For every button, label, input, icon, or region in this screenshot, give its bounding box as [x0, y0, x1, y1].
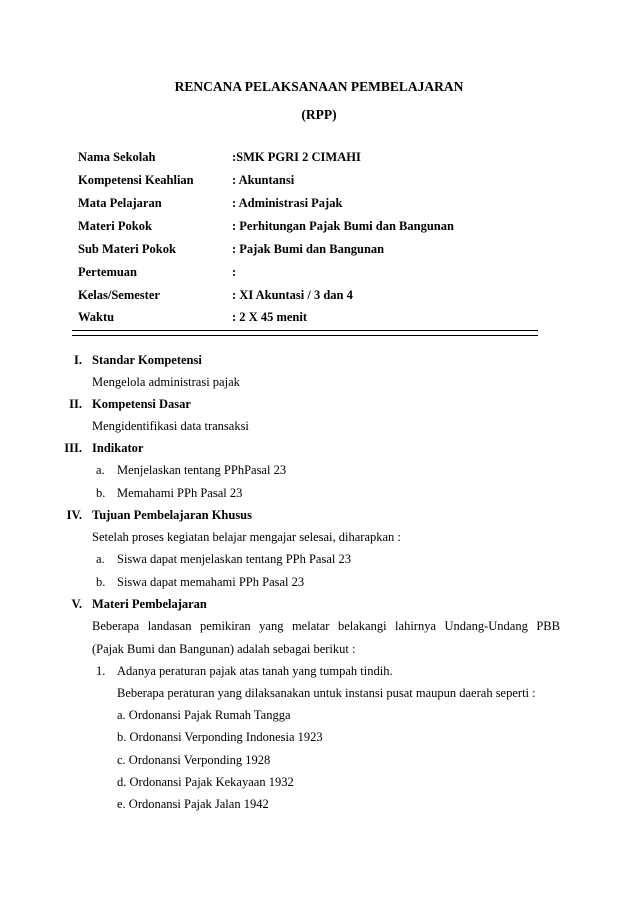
doc-title: RENCANA PELAKSANAAN PEMBELAJARAN: [174, 79, 464, 94]
info-label-competency: Kompetensi Keahlian: [78, 173, 194, 187]
section-1-text: Mengelola administrasi pajak: [92, 375, 240, 389]
section-3-item-a-mark: a.: [96, 463, 105, 477]
section-5-point-1-sub: Beberapa peraturan yang dilaksanakan untuk instansi pusat maupun daerah seperti :: [117, 686, 536, 700]
section-4-intro: Setelah proses kegiatan belajar mengajar selesai, diharapkan :: [92, 530, 401, 544]
section-1-title: Standar Kompetensi: [92, 353, 202, 367]
section-4-title: Tujuan Pembelajaran Khusus: [92, 508, 252, 522]
section-3-number: III.: [64, 441, 82, 455]
info-value-meeting: :: [232, 265, 237, 279]
info-label-class: Kelas/Semester: [78, 288, 160, 302]
info-label-topic: Materi Pokok: [78, 219, 152, 233]
section-5-number: V.: [71, 597, 82, 611]
divider-top: [72, 330, 538, 331]
info-value-class: : XI Akuntasi / 3 dan 4: [232, 288, 353, 302]
info-value-topic: : Perhitungan Pajak Bumi dan Bangunan: [232, 219, 454, 233]
section-5-point-1-mark: 1.: [96, 664, 106, 678]
info-label-subject: Mata Pelajaran: [78, 196, 162, 210]
section-5-point-1: Adanya peraturan pajak atas tanah yang tumpah tindih.: [117, 664, 393, 678]
section-1-number: I.: [74, 353, 82, 367]
info-label-school: Nama Sekolah: [78, 150, 156, 164]
section-2-text: Mengidentifikasi data transaksi: [92, 419, 249, 433]
section-5-paragraph-line1: Beberapa landasan pemikiran yang melatar belakangi lahirnya Undang-Undang PBB: [92, 619, 560, 633]
section-5-paragraph-line2: (Pajak Bumi dan Bangunan) adalah sebagai berikut :: [92, 642, 356, 656]
ordinance-item: e. Ordonansi Pajak Jalan 1942: [117, 797, 269, 811]
section-4-item-b: Siswa dapat memahami PPh Pasal 23: [117, 575, 305, 589]
info-value-subject: : Administrasi Pajak: [232, 196, 343, 210]
info-value-competency: : Akuntansi: [232, 173, 295, 187]
section-3-item-a: Menjelaskan tentang PPhPasal 23: [117, 463, 287, 477]
section-3-item-b-mark: b.: [96, 486, 106, 500]
ordinance-item: c. Ordonansi Verponding 1928: [117, 753, 271, 767]
doc-subtitle: (RPP): [301, 107, 337, 122]
section-4-item-b-mark: b.: [96, 575, 106, 589]
section-2-title: Kompetensi Dasar: [92, 397, 191, 411]
info-label-meeting: Pertemuan: [78, 265, 138, 279]
info-value-school: :SMK PGRI 2 CIMAHI: [232, 150, 361, 164]
section-3-title: Indikator: [92, 441, 144, 455]
section-5-title: Materi Pembelajaran: [92, 597, 207, 611]
divider-bottom: [72, 335, 538, 336]
ordinance-item: a. Ordonansi Pajak Rumah Tangga: [117, 708, 291, 722]
section-2-number: II.: [69, 397, 82, 411]
section-4-item-a-mark: a.: [96, 552, 105, 566]
info-label-subtopic: Sub Materi Pokok: [78, 242, 176, 256]
info-label-time: Waktu: [78, 310, 115, 324]
section-3-item-b: Memahami PPh Pasal 23: [117, 486, 243, 500]
section-4-number: IV.: [66, 508, 82, 522]
info-value-time: : 2 X 45 menit: [232, 310, 307, 324]
info-value-subtopic: : Pajak Bumi dan Bangunan: [232, 242, 385, 256]
ordinance-item: b. Ordonansi Verponding Indonesia 1923: [117, 730, 323, 744]
section-4-item-a: Siswa dapat menjelaskan tentang PPh Pasal 23: [117, 552, 351, 566]
ordinance-item: d. Ordonansi Pajak Kekayaan 1932: [117, 775, 294, 789]
